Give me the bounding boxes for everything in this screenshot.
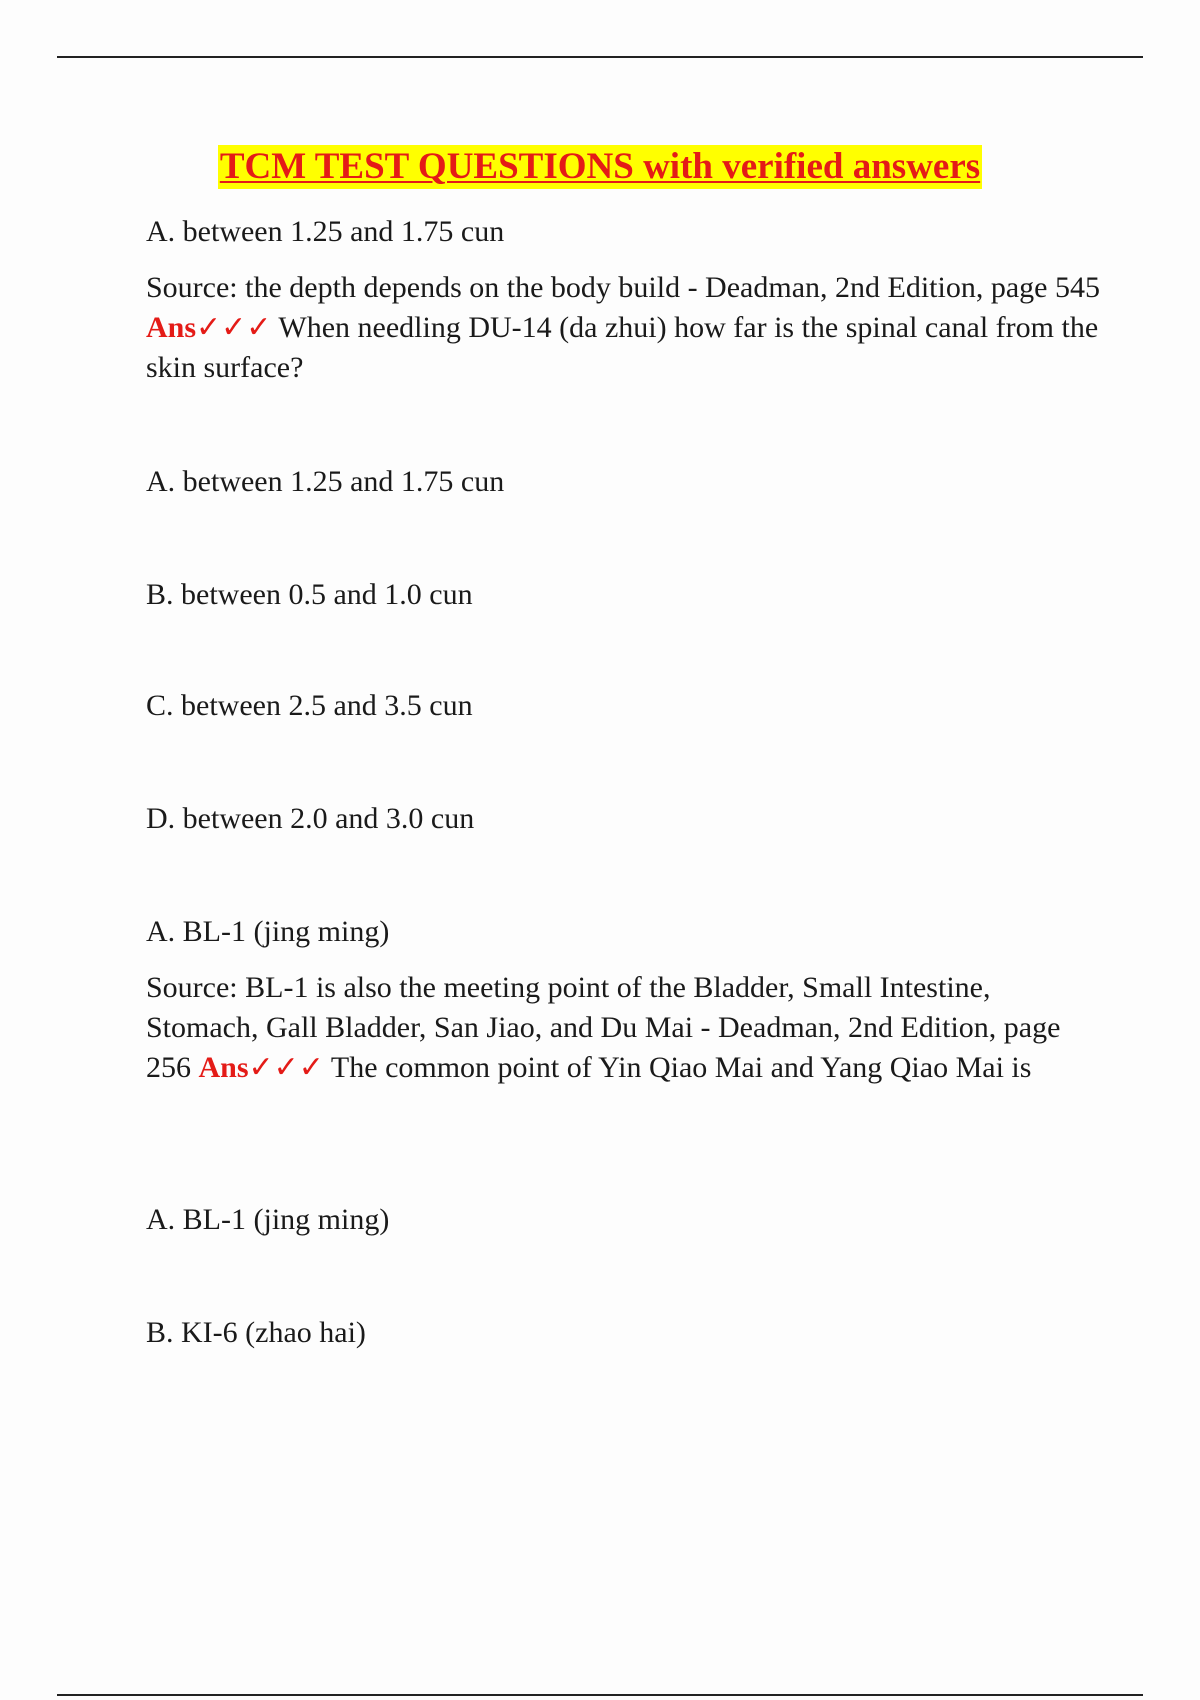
header-rule: [57, 56, 1143, 58]
option-b: B. between 0.5 and 1.0 cun: [146, 578, 473, 611]
document-title: TCM TEST QUESTIONS with verified answers: [219, 146, 981, 187]
checkmarks: ✓✓✓: [248, 1051, 324, 1084]
title-container: [0, 145, 1200, 189]
source-question-paragraph: [146, 968, 1106, 1088]
source-question-paragraph: [146, 268, 1106, 388]
answer-marker: Ans: [198, 1051, 249, 1084]
footer-rule: [57, 1694, 1143, 1696]
question-text: The common point of Yin Qiao Mai and Yang Qiao Mai is: [330, 1051, 1032, 1084]
option-c: C. between 2.5 and 3.5 cun: [146, 689, 473, 722]
option-b: B. KI-6 (zhao hai): [146, 1316, 366, 1349]
source-text: Source: BL-1 is also the meeting point of the Bladder, Small Intestine, Stomach, Gall Bladder, San Jiao, and Du Mai - Deadman, 2nd Edition, page 256: [146, 971, 1061, 1084]
option-a: A. between 1.25 and 1.75 cun: [146, 465, 505, 498]
option-d: D. between 2.0 and 3.0 cun: [146, 802, 475, 835]
option-a: A. BL-1 (jing ming): [146, 1203, 390, 1236]
answer-marker: Ans: [146, 311, 197, 344]
checkmarks: ✓✓✓: [196, 311, 272, 344]
question-text: When needling DU-14 (da zhui) how far is the spinal canal from the skin surface?: [146, 311, 1099, 384]
answer-line: A. between 1.25 and 1.75 cun: [146, 215, 505, 248]
answer-line: A. BL-1 (jing ming): [146, 915, 390, 948]
source-text: Source: the depth depends on the body build - Deadman, 2nd Edition, page 545: [146, 271, 1100, 304]
